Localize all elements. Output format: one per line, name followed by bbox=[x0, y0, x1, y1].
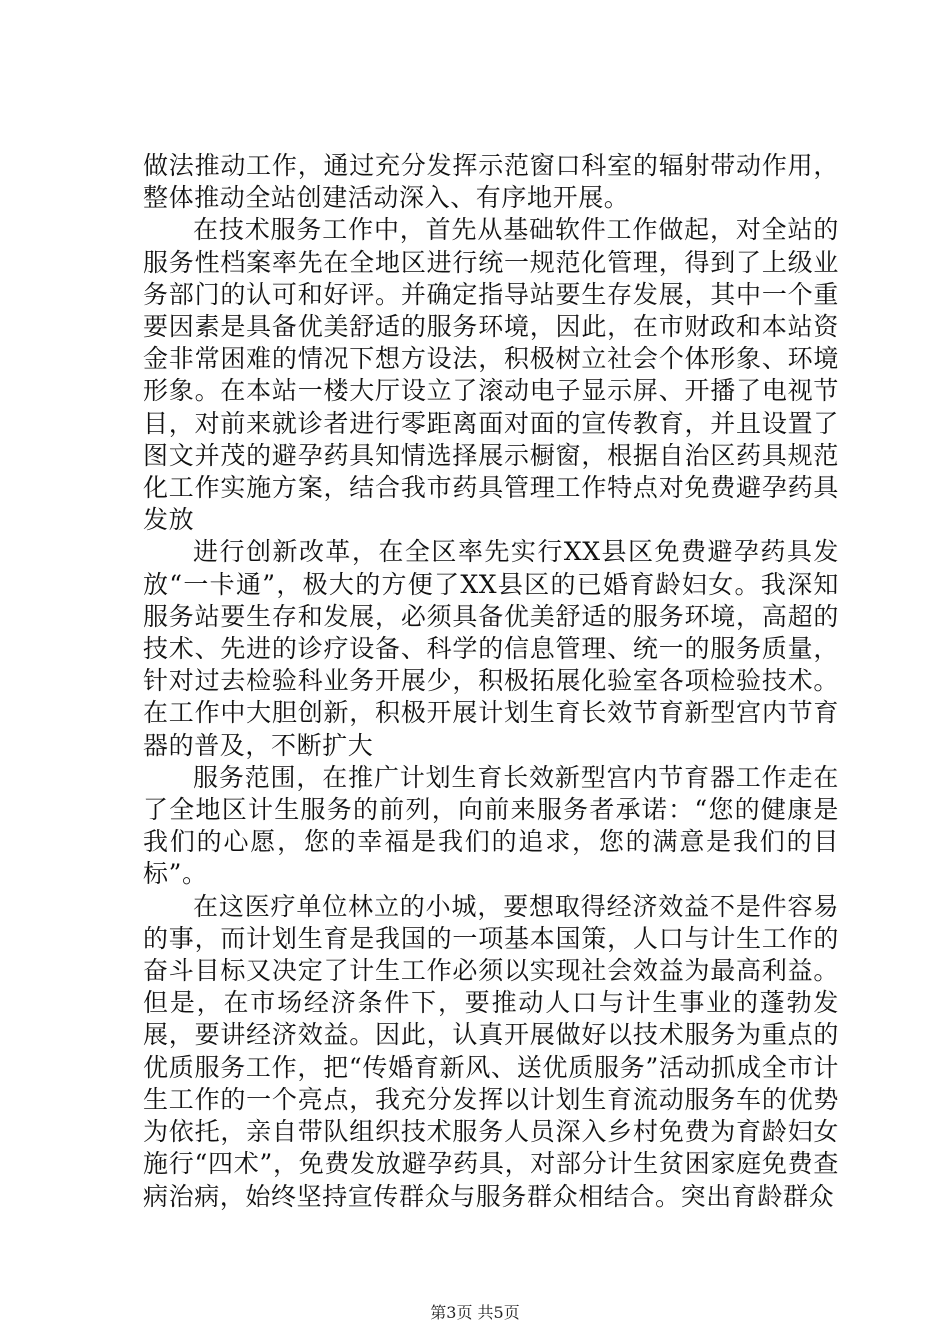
paragraph-3: 进行创新改革，在全区率先实行XX县区免费避孕药具发放“一卡通”，极大的方便了XX县区的已婚育龄妇女。我深知服务站要生存和发展，必须具备优美舒适的服务环境，高超的技术、先进的诊疗设备、科学的信息管理、统一的服务质量，针对过去检验科业务开展少，积极拓展化验室各项检验技术。在工作中大胆创新，积极开展计划生育长效节育新型宫内节育器的普及，不断扩大 bbox=[143, 537, 839, 760]
paragraph-1: 做法推动工作，通过充分发挥示范窗口科室的辐射带动作用，整体推动全站创建活动深入、有序地开展。 bbox=[143, 151, 839, 213]
paragraph-5: 在这医疗单位林立的小城，要想取得经济效益不是件容易的事，而计划生育是我国的一项基本国策，人口与计生工作的奋斗目标又决定了计生工作必须以实现社会效益为最高利益。但是，在市场经济条件下，要推动人口与计生事业的蓬勃发展，要讲经济效益。因此，认真开展做好以技术服务为重点的优质服务工作，把“传婚育新风、送优质服务”活动抓成全市计生工作的一个亮点，我充分发挥以计划生育流动服务车的优势为依托，亲自带队组织技术服务人员深入乡村免费为育龄妇女施行“四术”，免费发放避孕药具，对部分计生贫困家庭免费查病治病，始终坚持宣传群众与服务群众相结合。突出育龄群众 bbox=[143, 891, 839, 1211]
paragraph-2: 在技术服务工作中，首先从基础软件工作做起，对全站的服务性档案率先在全地区进行统一规范化管理，得到了上级业务部门的认可和好评。并确定指导站要生存发展，其中一个重要因素是具备优美舒适的服务环境，因此，在市财政和本站资金非常困难的情况下想方设法，积极树立社会个体形象、环境形象。在本站一楼大厅设立了滚动电子显示屏、开播了电视节目，对前来就诊者进行零距离面对面的宣传教育，并且设置了图文并茂的避孕药具知情选择展示橱窗，根据自治区药具规范化工作实施方案，结合我市药具管理工作特点对免费避孕药具发放 bbox=[143, 215, 839, 535]
paragraph-4: 服务范围，在推广计划生育长效新型宫内节育器工作走在了全地区计生服务的前列，向前来服务者承诺：“您的健康是我们的心愿，您的幸福是我们的追求，您的满意是我们的目标”。 bbox=[143, 762, 839, 889]
document-body bbox=[143, 150, 839, 1213]
page-footer: 第3页 共5页 bbox=[430, 1303, 520, 1322]
